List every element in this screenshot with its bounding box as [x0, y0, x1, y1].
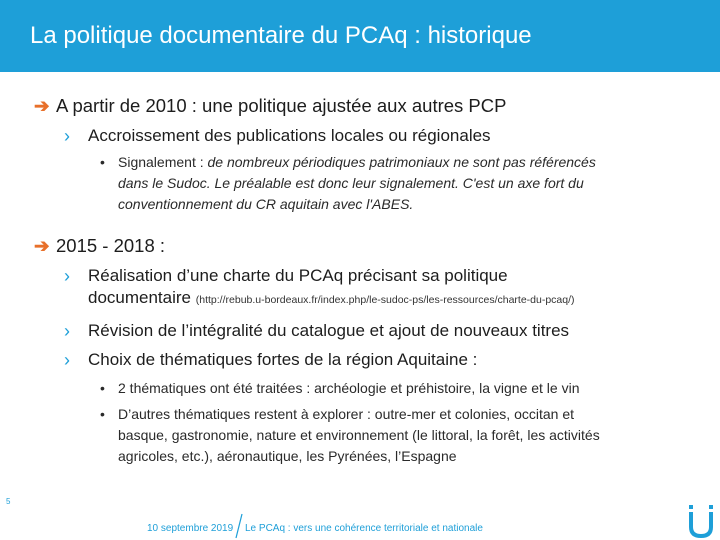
- bullet-text: Réalisation d’une charte du PCAq précisant sa politique: [88, 266, 508, 285]
- detail-line: agricoles, etc.), aéronautique, les Pyrénées, l’Espagne: [118, 448, 457, 464]
- title-bar: [0, 0, 720, 72]
- slide-title: La politique documentaire du PCAq : historique: [30, 22, 532, 49]
- bullet-text: Accroissement des publications locales ou régionales: [88, 126, 491, 145]
- bullet-text: Révision de l’intégralité du catalogue et ajout de nouveaux titres: [88, 321, 570, 340]
- chevron-right-icon: ›: [64, 350, 70, 370]
- detail-text: de nombreux périodiques patrimoniaux ne sont pas référencés: [207, 154, 596, 170]
- detail-line: basque, gastronomie, nature et environnement (le littoral, la forêt, les activités: [118, 427, 600, 443]
- university-logo: [686, 505, 716, 540]
- page-number: 5: [6, 497, 11, 506]
- detail-label: Signalement :: [118, 154, 208, 170]
- detail-line: D’autres thématiques restent à explorer : outre-mer et colonies, occitan et: [118, 406, 574, 422]
- detail-line: conventionnement du CR aquitain avec l'ABES.: [118, 196, 414, 212]
- footer-slash-divider: [234, 513, 244, 539]
- chevron-right-icon: ›: [64, 321, 70, 341]
- bullet-text: documentaire: [88, 288, 192, 307]
- chevron-right-icon: ›: [64, 266, 70, 286]
- bullet-revision: [64, 320, 569, 342]
- bullet-dot: •: [100, 380, 105, 396]
- right-arrow-icon: ➔: [34, 95, 50, 116]
- charte-url: (http://rebub.u-bordeaux.fr/index.php/le-sudoc-ps/les-ressources/charte-du-pcaq/): [195, 294, 575, 306]
- section-heading-text: A partir de 2010 : une politique ajustée aux autres PCP: [56, 95, 507, 116]
- bullet-thematiques: [64, 349, 477, 371]
- bullet-dot: •: [100, 154, 105, 170]
- bullet-accroissement: [64, 125, 491, 147]
- section-heading-text: 2015 - 2018 :: [56, 235, 166, 256]
- chevron-right-icon: ›: [64, 126, 70, 146]
- bullet-text: Choix de thématiques fortes de la région Aquitaine :: [88, 350, 478, 369]
- bullet-dot: •: [100, 406, 105, 422]
- detail-line: 2 thématiques ont été traitées : archéologie et préhistoire, la vigne et le vin: [118, 380, 580, 396]
- bullet-text-line2: [88, 287, 575, 311]
- section-heading-2015: [34, 235, 165, 257]
- section-heading-2010: [34, 95, 506, 117]
- footer-date: 10 septembre 2019: [147, 523, 234, 534]
- right-arrow-icon: ➔: [34, 235, 50, 256]
- bullet-charte: [64, 265, 575, 311]
- detail-line: [118, 152, 596, 173]
- detail-line: dans le Sudoc. Le préalable est donc leur signalement. C'est un axe fort du: [118, 175, 584, 191]
- footer-subtitle: Le PCAq : vers une cohérence territoriale et nationale: [245, 523, 483, 534]
- detail-thematiques-a-explorer: [100, 404, 600, 467]
- detail-thematiques-traitees: [100, 378, 580, 399]
- detail-signalement: [100, 152, 596, 215]
